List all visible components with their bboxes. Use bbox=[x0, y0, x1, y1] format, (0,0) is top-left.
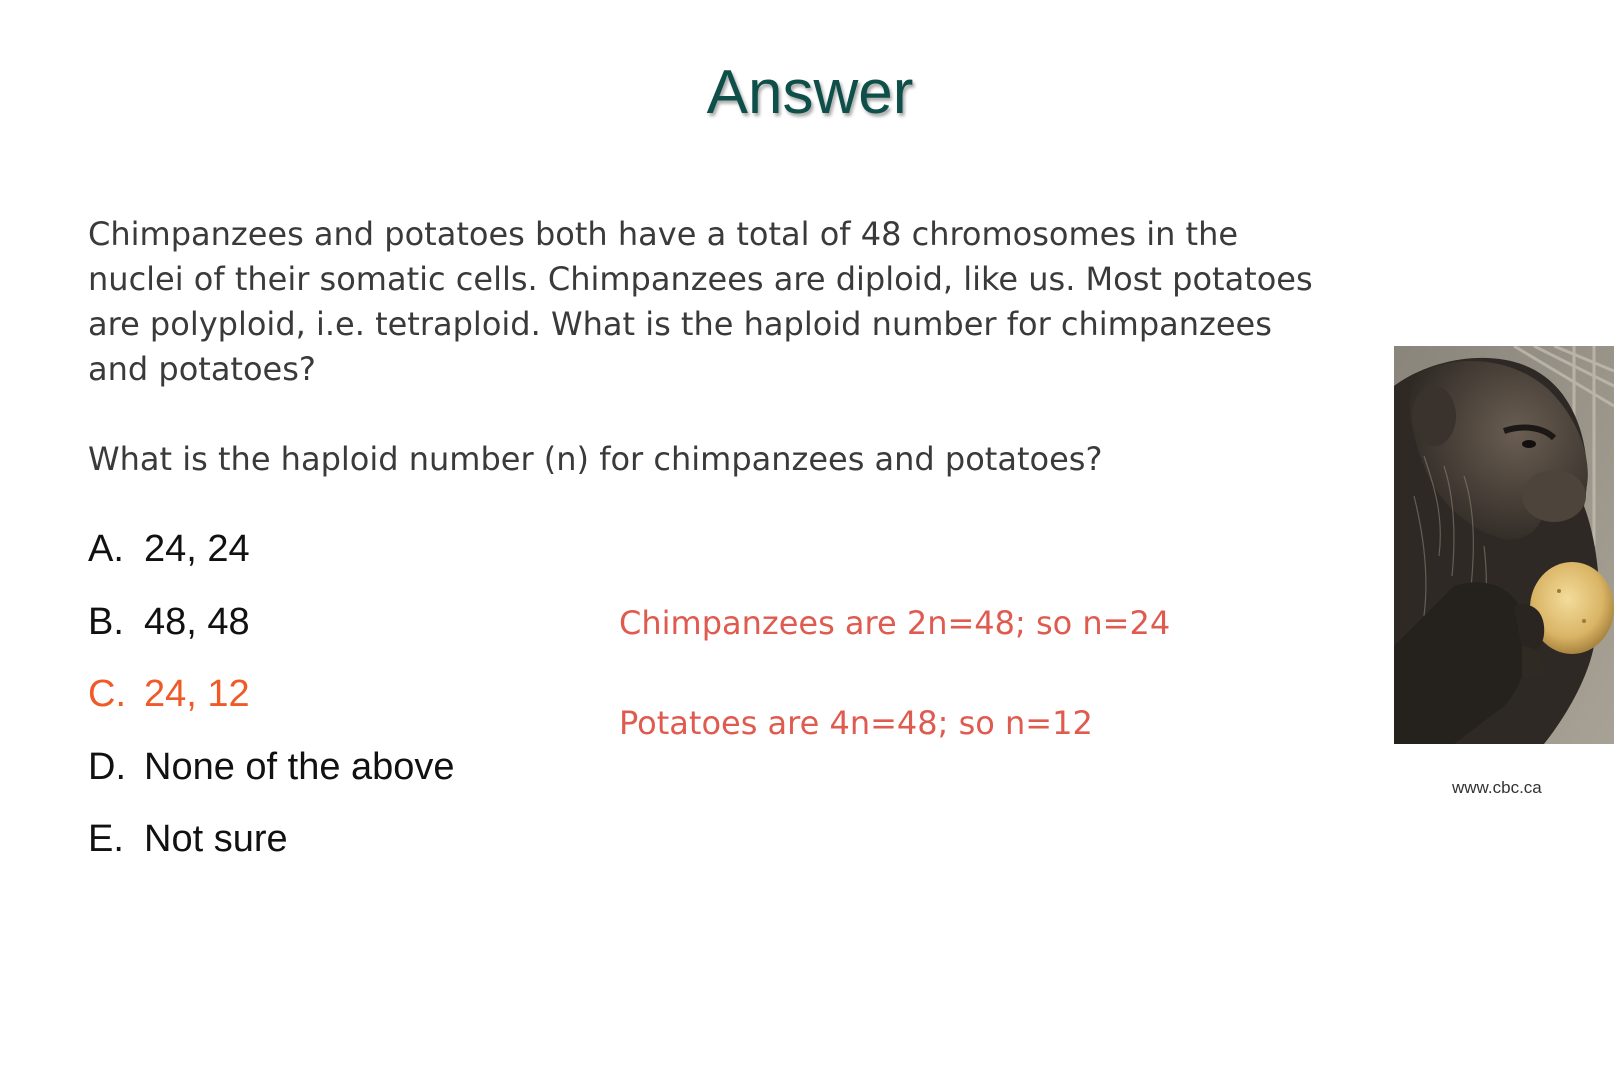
option-b bbox=[88, 601, 568, 674]
option-text: 48, 48 bbox=[144, 600, 250, 643]
option-text: None of the above bbox=[144, 745, 455, 788]
answer-explanation bbox=[619, 603, 1170, 743]
option-letter: A. bbox=[88, 528, 124, 570]
question-paragraph: Chimpanzees and potatoes both have a total of 48 chromosomes in the nuclei of their somatic cells. Chimpanzees are diploid, like us. Most potatoes are polyploid, i.e. tetraploid. What is the haploid number for chimpanzees and potatoes? bbox=[88, 215, 1313, 388]
chimpanzee-potato-photo bbox=[1394, 346, 1614, 744]
option-letter: B. bbox=[88, 600, 124, 643]
slide-title: Answer bbox=[706, 58, 914, 127]
option-letter: C. bbox=[88, 673, 126, 715]
image-credit: www.cbc.ca bbox=[1452, 778, 1542, 797]
question-text bbox=[88, 212, 1328, 482]
option-letter: D. bbox=[88, 745, 126, 788]
option-a bbox=[88, 528, 568, 601]
option-letter: E. bbox=[88, 818, 124, 860]
option-text: 24, 24 bbox=[144, 528, 250, 570]
explanation-chimpanzee: Chimpanzees are 2n=48; so n=24 bbox=[619, 604, 1171, 642]
option-text: 24, 12 bbox=[144, 673, 250, 715]
explanation-potato: Potatoes are 4n=48; so n=12 bbox=[619, 704, 1093, 742]
option-c-correct bbox=[88, 673, 568, 746]
answer-options bbox=[88, 528, 568, 891]
option-e bbox=[88, 818, 568, 891]
option-d bbox=[88, 746, 568, 819]
option-text: Not sure bbox=[144, 818, 288, 860]
question-prompt: What is the haploid number (n) for chimpanzees and potatoes? bbox=[88, 440, 1103, 478]
